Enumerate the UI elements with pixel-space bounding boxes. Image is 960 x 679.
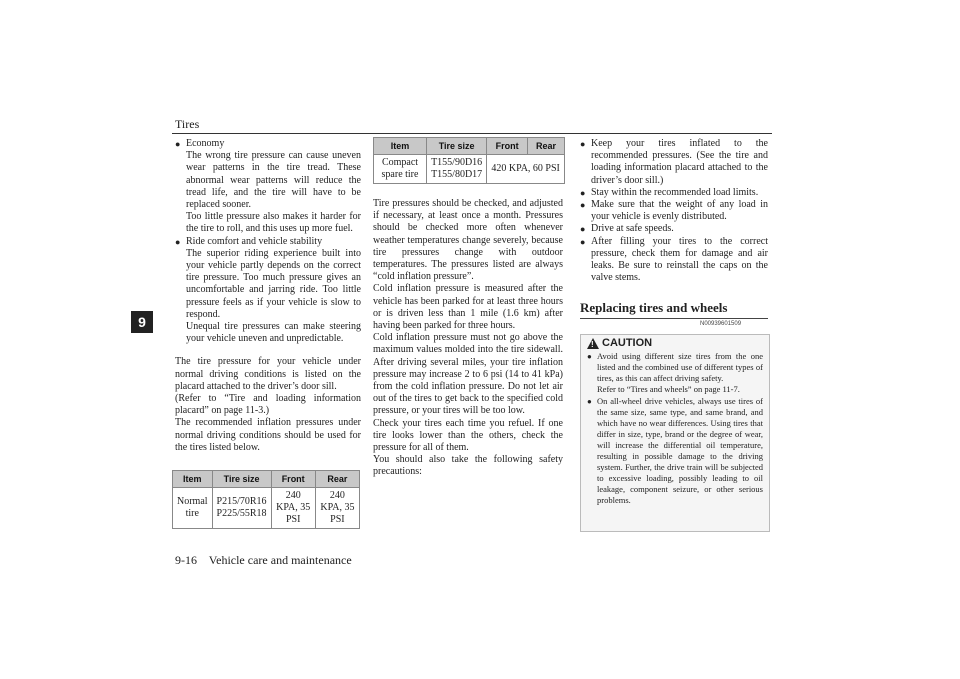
section-heading: Replacing tires and wheels bbox=[580, 300, 768, 319]
list-item: ● Stay within the recommended load limits. bbox=[580, 187, 768, 199]
paragraph: Tire pressures should be checked, and adjusted if necessary, at least once a month. Pressures should be checked more often whenever weather temperatures change severely, because tire pressures change with outdoor temperatures. The pressures listed are always “cold inflation pressure”. bbox=[373, 198, 563, 283]
caution-box bbox=[580, 334, 770, 532]
table-header: Item bbox=[173, 471, 213, 488]
list-item: ● After filling your tires to the correct pressure, check them for damage and air leaks. Be sure to reinstall the caps on the valve stems. bbox=[580, 236, 768, 285]
tire-size: P225/55R18 bbox=[216, 508, 267, 519]
table-header: Item bbox=[374, 138, 427, 155]
page-reference: (Refer to “Tire and loading information placard” on page 11-3.) bbox=[175, 393, 361, 417]
list-item: ● Keep your tires inflated to the recommended pressures. (See the tire and loading information placard attached to the driver’s door sill.) bbox=[580, 138, 768, 187]
bullet-title: ● Ride comfort and vehicle stability bbox=[186, 235, 323, 247]
list-item: ● Drive at safe speeds. bbox=[580, 223, 768, 235]
caution-body bbox=[581, 351, 769, 506]
table-cell: Normal tire bbox=[173, 488, 213, 529]
bullet-economy bbox=[175, 138, 361, 236]
column-right bbox=[580, 138, 768, 284]
table-header: Rear bbox=[315, 471, 359, 488]
table-cell bbox=[427, 155, 487, 184]
section-code: N00939601509 bbox=[700, 321, 742, 327]
paragraph: You should also take the following safety precautions: bbox=[373, 454, 563, 478]
table-cell: 240 KPA, 35 PSI bbox=[271, 488, 315, 529]
page-reference: Refer to “Tires and wheels” on page 11-7. bbox=[597, 384, 740, 394]
table-cell: Compact spare tire bbox=[374, 155, 427, 184]
caution-item bbox=[587, 351, 763, 395]
page-header-title: Tires bbox=[175, 117, 200, 131]
tire-size: P215/70R16 bbox=[216, 496, 267, 507]
column-left bbox=[175, 138, 361, 454]
table-row bbox=[374, 155, 565, 184]
warning-triangle-icon bbox=[587, 338, 599, 349]
paragraph: Check your tires each time you refuel. If one tire looks lower than the others, check the pressure for all of them. bbox=[373, 417, 563, 454]
spare-tire-table bbox=[373, 137, 565, 184]
tire-size: T155/80D17 bbox=[431, 169, 483, 180]
normal-tire-table bbox=[172, 470, 360, 529]
paragraph: The recommended inflation pressures under normal driving conditions should be used for the tires listed below. bbox=[175, 417, 361, 453]
column-middle bbox=[373, 198, 563, 479]
table-header: Front bbox=[271, 471, 315, 488]
caution-label: CAUTION bbox=[602, 337, 653, 349]
bullet-text: The superior riding experience built into your vehicle partly depends on the correct tire pressure. Too much pressure gives an uncomfortable and jarring ride. Too little pressure feels as if your vehicle is slow to respond. bbox=[186, 247, 361, 320]
paragraph: The tire pressure for your vehicle under normal driving conditions is listed on the placard attached to the driver’s door sill. bbox=[175, 356, 361, 392]
bullet-text: The wrong tire pressure can cause uneven wear patterns in the tire tread. These abnormal wear patterns will reduce the tread life, and the tire will have to be replaced sooner. bbox=[186, 150, 361, 211]
page-footer: 9-16 Vehicle care and maintenance bbox=[175, 553, 352, 567]
table-cell bbox=[212, 488, 271, 529]
chapter-tab: 9 bbox=[131, 311, 153, 333]
bullet-ride-comfort bbox=[175, 236, 361, 346]
table-header: Front bbox=[487, 138, 528, 155]
table-header: Tire size bbox=[427, 138, 487, 155]
caution-header bbox=[581, 335, 769, 351]
paragraph: Cold inflation pressure must not go above the maximum values molded into the tire sidewall. After driving several miles, your tire inflation pressure may increase 2 to 6 psi (14 to 41 kPa) from the cold inflation pressure. Do not let air out of the tires to get back to the specified cold pressure, or your tires will be too low. bbox=[373, 332, 563, 417]
table-cell: 420 KPA, 60 PSI bbox=[487, 155, 565, 184]
bullet-text: Too little pressure also makes it harder for the tire to roll, and this uses up more fuel. bbox=[186, 211, 361, 235]
tire-size: T155/90D16 bbox=[431, 157, 483, 168]
header-rule bbox=[172, 133, 772, 134]
caution-text: Avoid using different size tires from the one listed and the combined use of different types of tires, as this can affect driving safety. bbox=[597, 351, 763, 383]
table-header: Tire size bbox=[212, 471, 271, 488]
table-cell: 240 KPA, 35 PSI bbox=[315, 488, 359, 529]
bullet-text: Unequal tire pressures can make steering your vehicle uneven and unpredictable. bbox=[186, 321, 361, 345]
caution-item: ● On all-wheel drive vehicles, always use tires of the same size, same type, and same brand, and which have no wear differences. Using tires that differ in size, type, brand or the degree of wear, will increase the differential oil temperature, resulting in possible damage to the driving system. Further, the drive train will be subjected to excessive loading, possibly leading to oil leakage, component seizure, or other serious problems. bbox=[587, 396, 763, 506]
bullet-title: ● Economy bbox=[186, 138, 225, 149]
paragraph: Cold inflation pressure is measured after the vehicle has been parked for at least three hours or is driven less than 1 mile (1.6 km) after having been parked for three hours. bbox=[373, 283, 563, 332]
table-row bbox=[173, 488, 360, 529]
table-header: Rear bbox=[528, 138, 565, 155]
list-item: ● Make sure that the weight of any load in your vehicle is evenly distributed. bbox=[580, 199, 768, 223]
